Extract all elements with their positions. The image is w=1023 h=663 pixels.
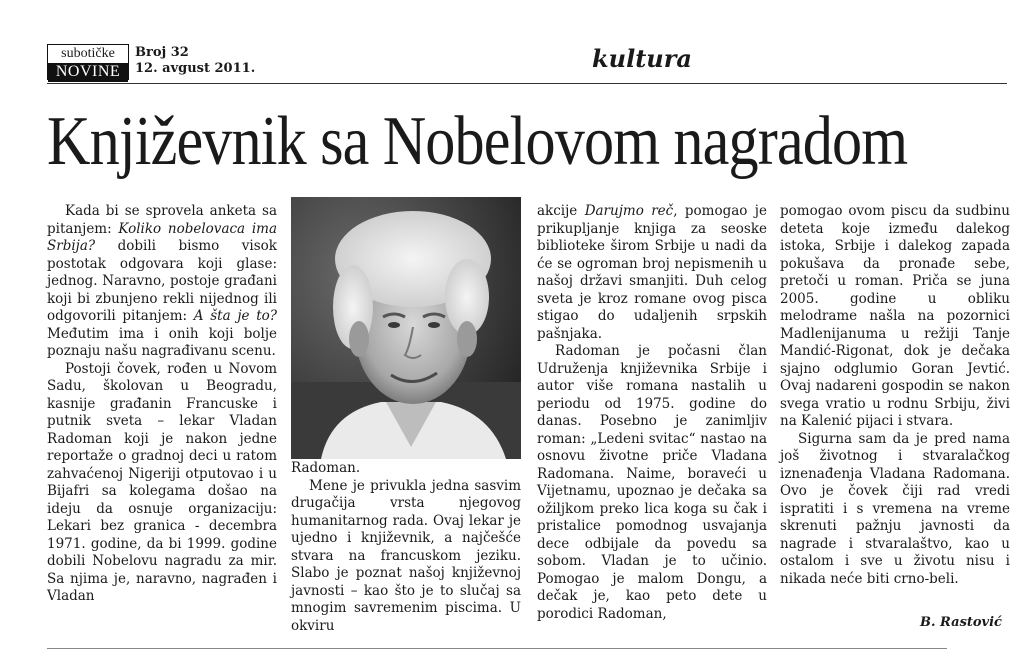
column-4	[780, 203, 1010, 588]
issue-number: Broj 32	[135, 45, 189, 60]
paragraph: Postoji čovek, rođen u Novom Sadu, školovan u Beogradu, kasnije građanin Francuske i putnik sveta – lekar Vladan Radoman koji je nakon jedne reportaže o gradnoj deci u ratom zahvaćenoj Nigeriji otputovao i u Bijafri sa kolegama došao na ideju da osnuje organizaciju: Lekari bez granica - decembra 1971. godine, da bi 1999. godine dobili Nobelovu nagradu za mir. Sa njima je, naravno, nagrađen i Vladan	[47, 360, 277, 604]
italic-text: Darujmo reč	[584, 203, 674, 219]
top-rule	[47, 83, 1007, 84]
text-span: Međutim ima i onih koji bolje poznaju našu nagrađivanu scenu.	[47, 325, 277, 359]
paragraph	[47, 203, 277, 361]
logo-top-text: subotičke	[61, 46, 115, 61]
issue-date: 12. avgust 2011.	[135, 61, 256, 76]
paragraph: Mene je privukla jedna sasvim drugačija vrsta njegovog humanitarnog rada. Ovaj lekar je ujedno i književnik, a najčešće stvara na francuskom jeziku. Slabo je poznat našoj književnoj javnosti – kao što je to slučaj sa mnogim savremenim piscima. U okviru	[291, 477, 521, 634]
logo-bottom-text: NOVINE	[48, 63, 128, 82]
masthead	[47, 44, 1007, 82]
italic-text: Koliko nobelovaca ima Srbija?	[47, 220, 277, 254]
text-span: dobili bismo visok postotak odgovara koji glase: jednog. Naravno, postoje građani koji bi zbunjeno rekli nijednog ili odgovorili pitanjem:	[47, 238, 277, 324]
italic-text: A šta je to?	[193, 308, 277, 324]
newspaper-logo	[47, 44, 129, 80]
issue-info	[135, 45, 255, 77]
column-3	[537, 203, 767, 623]
author-byline: B. Rastović	[920, 615, 1002, 630]
headline: Književnik sa Nobelovom nagradom	[47, 103, 908, 180]
column-1	[47, 203, 277, 606]
paragraph: Radoman je počasni član Udruženja književnika Srbije i autor više romana nastalih u periodu od 1975. godine do danas. Posebno je zanimljiv roman: „Ledeni svitac“ nastao na osnovu životne priče Vladana Radomana. Naime, boraveći u Vijetnamu, upoznao je dečaka sa ožiljkom preko lica koga su čak i pristalice pomodnog usvajanja dece odbijale da povedu sa sobom. Vladan je to učinio. Pomogao je malom Dongu, a dečak je, kao peto dete u porodici Radoman,	[537, 343, 767, 622]
text-span: Kada bi se sprovela anketa sa pitanjem:	[47, 203, 277, 237]
paragraph	[537, 203, 767, 343]
text-span: akcije	[537, 203, 585, 219]
text-span: , pomogao je prikupljanje knjiga za seoske biblioteke širom Srbije u nadi da će se ogroman broj nepismenih u našoj državi smanjiti. Duh celog sveta je kroz romane ovog pisca stigao do udaljenih srpskih pašnjaka.	[537, 203, 767, 342]
column-2	[291, 460, 521, 635]
portrait-photo	[291, 197, 521, 459]
paragraph: pomogao ovom piscu da sudbinu deteta koje između dalekog istoka, Srbije i dalekog zapada pokušava da pronađe sebe, pretoči u roman. Priča se juna 2005. godine u obliku melodrame našla na pozornici Madlenijanuma u režiji Tanje Mandić-Rigonat, dok je dečaka sjajno odglumio Goran Jevtić. Ovaj nadareni gospodin se nakon svega vratio u rodnu Srbiju, živi na Kalenić pijaci i stvara.	[780, 203, 1010, 429]
section-title: kultura	[592, 44, 692, 73]
photo-caption: Radoman.	[291, 460, 361, 476]
bottom-rule	[47, 648, 947, 649]
portrait-image	[291, 197, 521, 459]
paragraph: Sigurna sam da je pred nama još životnog i stvaralačkog iznenađenja Vladana Radomana. Ovo je čovek čiji rad vredi ispratiti i s vremena na vreme skrenuti pažnju javnosti da nagrade i stvaralaštvo, kao u ostalom i sve u životu nisu i nikada neće biti crno-beli.	[780, 430, 1010, 587]
